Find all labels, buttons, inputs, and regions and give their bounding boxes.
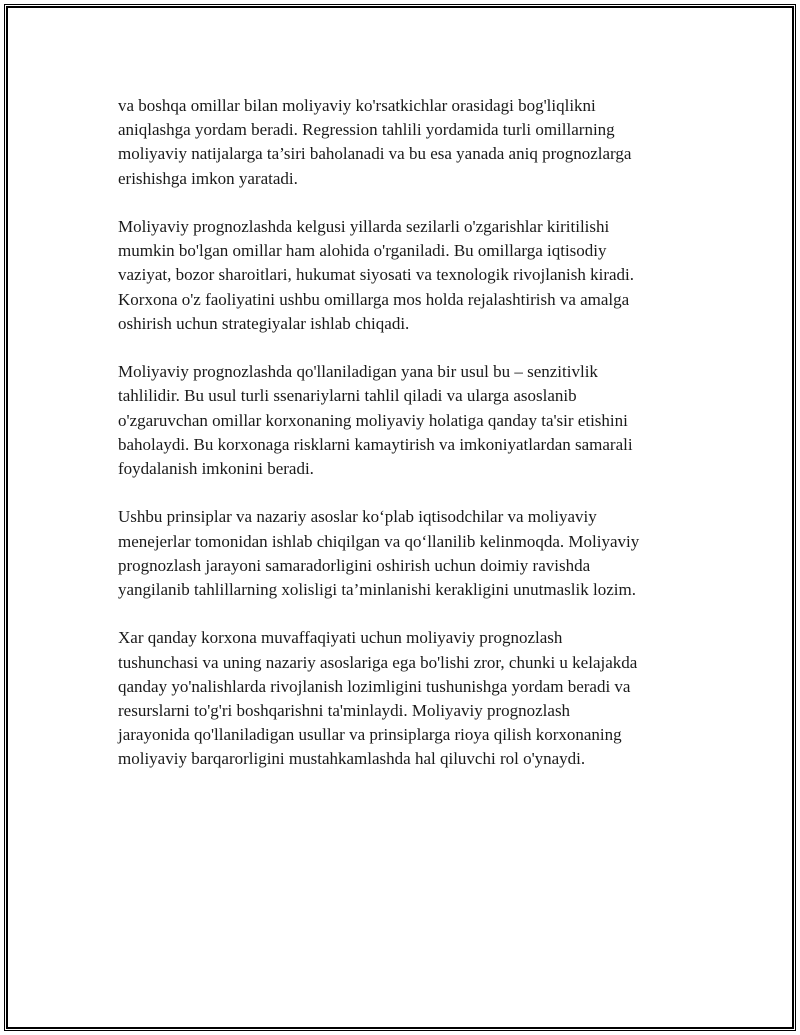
text-line: Moliyaviy prognozlashda qo'llaniladigan yana bir usul bu – senzitivlik [118, 362, 598, 382]
text-line: tushunchasi va uning nazariy asoslariga ega bo'lishi zror, chunki u kelajakda [118, 652, 638, 672]
text-line: oshirish uchun strategiyalar ishlab chiqadi. [118, 313, 410, 333]
paragraph-4 [118, 505, 693, 602]
text-line: qanday yo'nalishlarda rivojlanish lozimligini tushunishga yordam beradi va [118, 676, 631, 696]
text-line: Moliyaviy prognozlashda kelgusi yillarda sezilarli o'zgarishlar kiritilishi [118, 217, 610, 236]
document-body [118, 94, 693, 796]
text-line: Korxona o'z faoliyatini ushbu omillarga mos holda rejalashtirish va amalga [118, 289, 630, 309]
text-line: foydalanish imkonini beradi. [118, 459, 314, 479]
text-line: prognozlash jarayoni samaradorligini oshirish uchun doimiy ravishda [118, 555, 591, 575]
text-line: menejerlar tomonidan ishlab chiqilgan va qo‘llanilib kelinmoqda. Moliyaviy [118, 531, 640, 551]
paragraph-2 [118, 215, 693, 336]
text-line: moliyaviy natijalarga ta’siri baholanadi va bu esa yanada aniq prognozlarga [118, 144, 632, 164]
text-line: va boshqa omillar bilan moliyaviy ko'rsatkichlar orasidagi bog'liqlikni [118, 96, 596, 115]
text-line: baholaydi. Bu korxonaga risklarni kamaytirish va imkoniyatlardan samarali [118, 434, 633, 454]
text-line: Ushbu prinsiplar va nazariy asoslar ko‘plab iqtisodchilar va moliyaviy [118, 507, 597, 527]
paragraph-1 [118, 94, 693, 191]
text-line: yangilanib tahlillarning xolisligi ta’minlanishi kerakligini unutmaslik lozim. [118, 580, 636, 600]
text-line: mumkin bo'lgan omillar ham alohida o'rganiladi. Bu omillarga iqtisodiy [118, 241, 607, 261]
paragraph-5 [118, 626, 693, 771]
text-line: Xar qanday korxona muvaffaqiyati uchun moliyaviy prognozlash [118, 628, 563, 648]
text-line: tahlilidir. Bu usul turli ssenariylarni tahlil qiladi va ularga asoslanib [118, 386, 577, 406]
text-line: vaziyat, bozor sharoitlari, hukumat siyosati va texnologik rivojlanish kiradi. [118, 265, 635, 285]
text-line: erishishga imkon yaratadi. [118, 168, 298, 188]
paragraph-3 [118, 360, 693, 481]
text-line: o'zgaruvchan omillar korxonaning moliyaviy holatiga qanday ta'sir etishini [118, 410, 628, 430]
text-line: jarayonida qo'llaniladigan usullar va prinsiplarga rioya qilish korxonaning [118, 725, 622, 745]
text-line: aniqlashga yordam beradi. Regression tahlili yordamida turli omillarning [118, 120, 615, 140]
text-line: resurslarni to'g'ri boshqarishni ta'minlaydi. Moliyaviy prognozlash [118, 701, 571, 721]
text-line: moliyaviy barqarorligini mustahkamlashda hal qiluvchi rol o'ynaydi. [118, 749, 586, 769]
